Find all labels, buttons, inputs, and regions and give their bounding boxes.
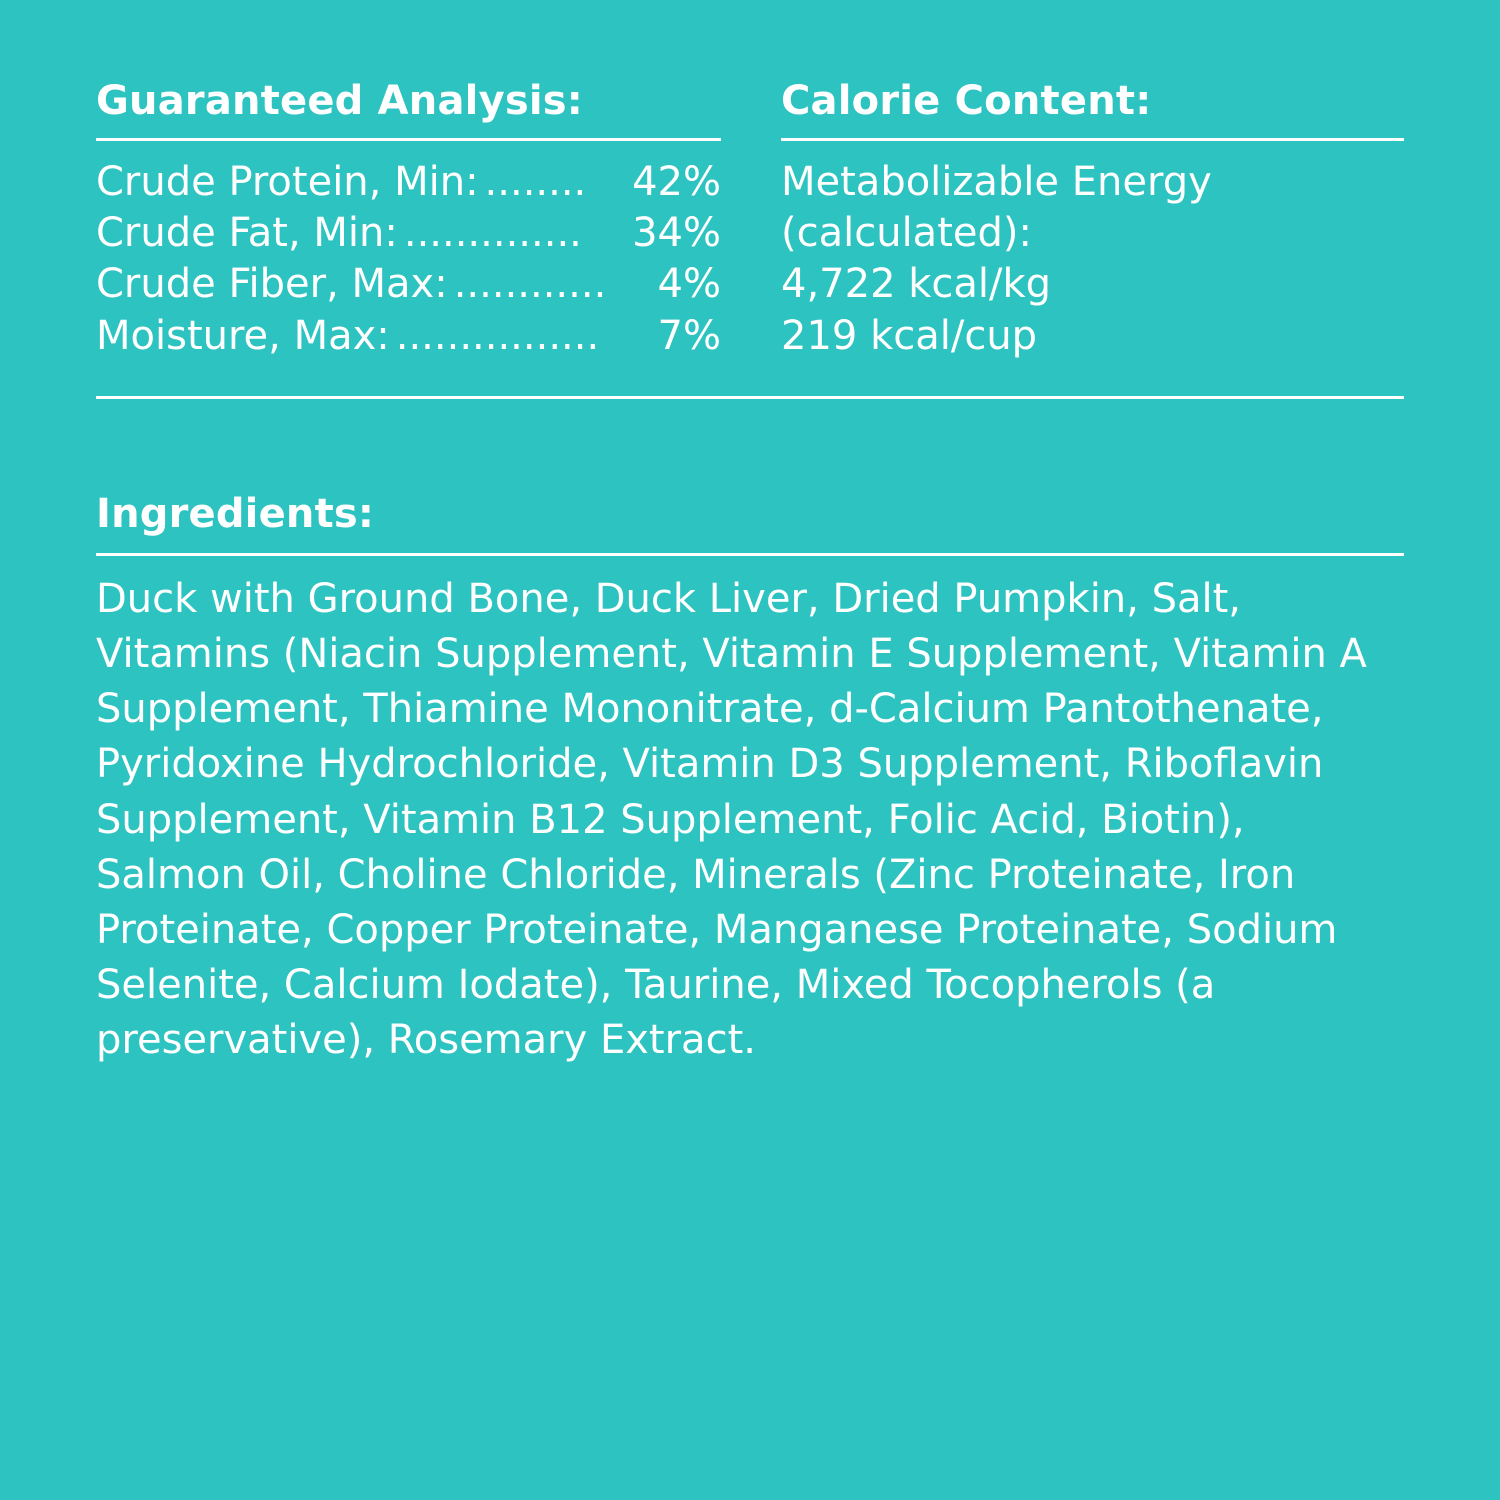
ingredients-divider — [96, 553, 1404, 556]
nutrient-label: Moisture, Max: — [96, 312, 390, 359]
calorie-content-title: Calorie Content: — [781, 78, 1152, 124]
guaranteed-analysis-divider — [96, 138, 721, 141]
calorie-line: 4,722 kcal/kg — [781, 261, 1052, 308]
nutrient-value: 4% — [657, 261, 721, 308]
nutrient-label: Crude Protein, Min: — [96, 159, 479, 205]
ingredients-section — [96, 491, 1404, 1069]
calorie-line: (calculated): — [781, 210, 1032, 257]
guaranteed-analysis-row — [96, 157, 721, 208]
nutrient-label: Crude Fiber, Max: — [96, 261, 448, 308]
calorie-line: Metabolizable Energy — [781, 159, 1212, 205]
leader-dots: ................ — [395, 312, 600, 359]
calorie-content-divider — [781, 138, 1404, 141]
calorie-content-lines — [781, 157, 1404, 362]
nutrient-value: 7% — [657, 312, 721, 359]
guaranteed-analysis-section — [96, 78, 721, 362]
leader-dots: ........ — [484, 159, 587, 205]
top-sections — [96, 78, 1404, 362]
guaranteed-analysis-row — [96, 259, 721, 310]
guaranteed-analysis-row — [96, 311, 721, 362]
nutrient-value: 42% — [632, 159, 721, 205]
nutrient-label: Crude Fat, Min: — [96, 210, 398, 257]
nutrient-value: 34% — [632, 210, 721, 257]
top-sections-bottom-divider — [96, 396, 1404, 399]
guaranteed-analysis-list — [96, 157, 721, 362]
guaranteed-analysis-title: Guaranteed Analysis: — [96, 78, 583, 124]
ingredients-title: Ingredients: — [96, 490, 375, 537]
guaranteed-analysis-row — [96, 208, 721, 259]
leader-dots: ............ — [453, 261, 607, 308]
ingredients-text: Duck with Ground Bone, Duck Liver, Dried Pumpkin, Salt, Vitamins (Niacin Supplement, Vitamin E Supplement, Vitamin A Supplement, Thiamine Mononitrate, d-Calcium Pantothenate, Pyridoxine Hydrochloride, Vitamin D3 Supplement, Riboflavin Supplement, Vitamin B12 Supplement, Folic Acid, Biotin), Salmon Oil, Choline Chloride, Minerals (Zinc Proteinate, Iron Proteinate, Copper Proteinate, Manganese Proteinate, Sodium Selenite, Calcium Iodate), Taurine, Mixed Tocopherols (a preservative), Rosemary Extract. — [96, 575, 1367, 1064]
calorie-line: 219 kcal/cup — [781, 312, 1038, 359]
leader-dots: .............. — [403, 210, 582, 257]
calorie-content-section — [781, 78, 1404, 362]
